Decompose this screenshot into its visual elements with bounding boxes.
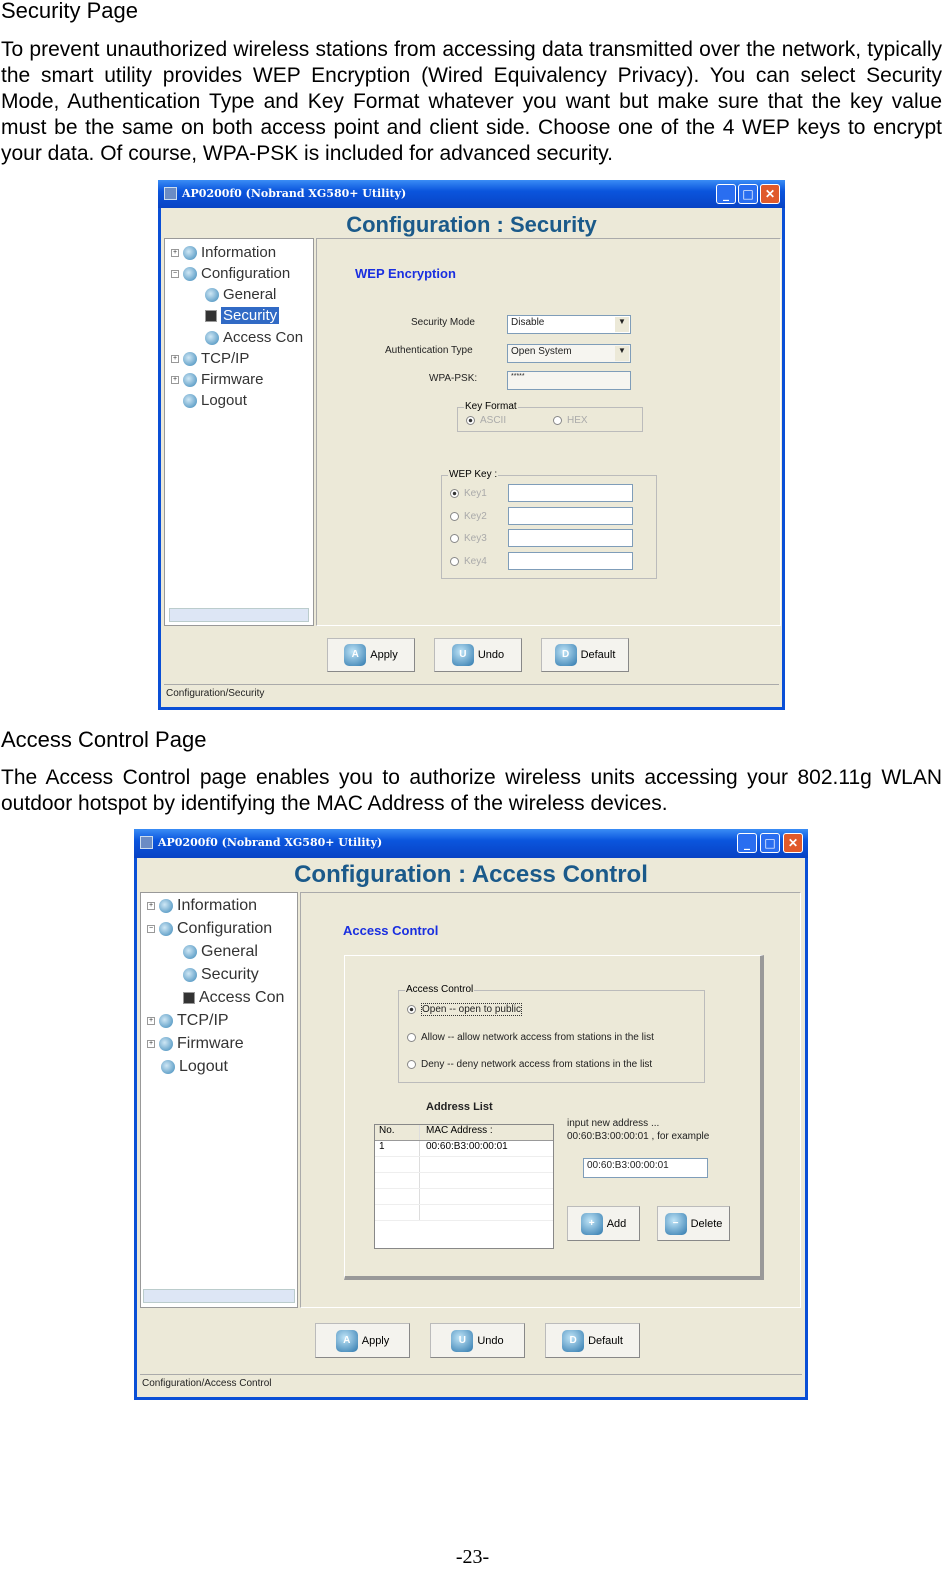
globe-icon <box>183 352 197 366</box>
button-label: Default <box>580 649 616 661</box>
expand-icon[interactable]: + <box>148 902 154 909</box>
undo-button[interactable] <box>430 1323 525 1358</box>
globe-icon <box>183 394 197 408</box>
default-icon: D <box>562 1330 584 1352</box>
table-row <box>375 1173 553 1189</box>
key4-radio[interactable] <box>450 556 487 567</box>
tree-label: Configuration <box>177 920 273 937</box>
tree-item-general[interactable] <box>205 286 276 303</box>
key4-input[interactable] <box>508 552 633 570</box>
button-label: Add <box>606 1217 627 1230</box>
default-button[interactable] <box>541 638 629 672</box>
open-radio[interactable] <box>407 1004 522 1015</box>
key1-radio[interactable] <box>450 488 487 499</box>
wpa-psk-label: WPA-PSK: <box>429 373 478 384</box>
column-header-mac[interactable]: MAC Address : <box>426 1125 493 1136</box>
tree-item-configuration[interactable] <box>171 265 290 282</box>
chevron-down-icon: ▼ <box>615 317 629 332</box>
globe-icon <box>205 331 219 345</box>
access-heading: Access Control Page <box>1 727 207 752</box>
tree-item-information[interactable] <box>147 897 257 915</box>
key1-input[interactable] <box>508 484 633 502</box>
delete-icon: − <box>665 1213 687 1235</box>
content-panel <box>316 238 781 626</box>
table-row <box>375 1157 553 1173</box>
tree-label: TCP/IP <box>177 1012 229 1029</box>
section-title: Access Control <box>343 923 439 938</box>
tree-label: Information <box>177 897 258 914</box>
window-title: AP0200f0 (Nobrand XG580+ Utility) <box>182 187 407 200</box>
allow-radio[interactable] <box>407 1032 654 1043</box>
security-paragraph: To prevent unauthorized wireless stations from accessing data transmitted over the network, typically the smart utility provides WEP Encryption (Wired Equivalency Privacy). You can select Security Mode, Authentication Type and Key Format whatever you want but make sure that the key value must be the same on both access point and client side. Choose one of the 4 WEP keys to encrypt your data. Of course, WPA-PSK is included for advanced security. <box>1 38 942 165</box>
access-control-window <box>134 829 808 1400</box>
group-label: Key Format <box>465 401 517 412</box>
table-row[interactable] <box>375 1141 553 1157</box>
undo-icon: U <box>451 1330 473 1352</box>
app-icon <box>140 836 153 849</box>
apply-icon: A <box>344 644 366 666</box>
security-mode-label: Security Mode <box>411 317 475 328</box>
page-icon <box>183 992 195 1004</box>
button-label: Delete <box>690 1217 723 1230</box>
apply-button[interactable] <box>315 1323 410 1358</box>
undo-icon: U <box>452 644 474 666</box>
tree-label: Firmware <box>177 1035 244 1052</box>
table-header <box>375 1125 553 1141</box>
expand-icon[interactable]: + <box>172 354 178 362</box>
button-label: Apply <box>361 1334 390 1347</box>
title-bar <box>134 829 808 858</box>
radio-label: HEX <box>567 415 588 426</box>
tree-item-access-control[interactable] <box>205 329 303 346</box>
key3-radio[interactable] <box>450 533 487 544</box>
key2-radio[interactable] <box>450 511 487 522</box>
expand-icon[interactable]: + <box>172 375 178 383</box>
content-panel <box>300 892 801 1308</box>
button-label: Undo <box>477 1334 504 1347</box>
collapse-icon[interactable]: − <box>148 925 154 932</box>
new-address-input[interactable]: 00:60:B3:00:00:01 <box>583 1158 708 1178</box>
key3-input[interactable] <box>508 529 633 547</box>
tree-item-logout[interactable] <box>161 1058 228 1076</box>
hint-line1: input new address ... <box>567 1118 660 1129</box>
globe-icon <box>159 1014 173 1028</box>
default-button[interactable] <box>545 1323 640 1358</box>
page-icon <box>205 310 217 322</box>
globe-icon <box>159 899 173 913</box>
nav-tree <box>164 238 314 626</box>
wpa-psk-input[interactable]: ***** <box>507 371 631 390</box>
hint-line2: 00:60:B3:00:00:01 , for example <box>567 1131 710 1142</box>
tree-label: Information <box>201 244 277 261</box>
status-bar: Configuration/Access Control <box>140 1374 802 1392</box>
default-icon: D <box>555 644 577 666</box>
button-label: Undo <box>477 649 505 661</box>
ascii-radio[interactable] <box>466 415 506 426</box>
title-bar <box>158 180 785 208</box>
radio-label: Allow -- allow network access from stations in the list <box>421 1032 654 1043</box>
wep-key-group <box>441 469 657 579</box>
tree-label: Security <box>223 307 278 324</box>
globe-icon <box>183 945 197 959</box>
tree-label: Access Con <box>199 989 285 1006</box>
nav-tree <box>140 892 298 1308</box>
key-format-group <box>457 401 643 432</box>
radio-label: Key1 <box>464 488 487 499</box>
globe-icon <box>159 922 173 936</box>
close-button[interactable]: ✕ <box>760 184 780 204</box>
radio-label: Key2 <box>464 511 487 522</box>
tree-label: Logout <box>201 392 247 409</box>
globe-icon <box>183 246 197 260</box>
auth-type-select[interactable] <box>507 344 631 363</box>
add-button[interactable] <box>567 1206 640 1241</box>
table-row <box>375 1189 553 1205</box>
page-header: Configuration : Security <box>346 212 597 237</box>
add-icon: + <box>581 1213 603 1235</box>
radio-label: ASCII <box>480 415 507 426</box>
hex-radio[interactable] <box>553 415 588 426</box>
tree-item-access-control[interactable] <box>183 989 284 1007</box>
minimize-button[interactable]: _ <box>716 184 736 204</box>
column-header-no[interactable]: No. <box>375 1125 420 1140</box>
globe-icon <box>183 373 197 387</box>
radio-label: Key4 <box>464 556 487 567</box>
select-value: Disable <box>511 317 545 328</box>
tree-label: Access Con <box>223 329 304 346</box>
window-title: AP0200f0 (Nobrand XG580+ Utility) <box>158 836 383 849</box>
horizontal-scrollbar[interactable] <box>143 1289 295 1303</box>
globe-icon <box>159 1037 173 1051</box>
address-table[interactable] <box>374 1124 554 1249</box>
globe-icon <box>205 288 219 302</box>
tree-label: Logout <box>179 1058 228 1075</box>
radio-label: Key3 <box>464 533 487 544</box>
security-window <box>158 180 785 710</box>
auth-type-label: Authentication Type <box>385 345 473 356</box>
tree-item-security[interactable] <box>205 307 279 324</box>
access-paragraph: The Access Control page enables you to authorize wireless units accessing your 802.11g WLAN outdoor hotspot by identifying the MAC Address of the wireless devices. <box>1 766 942 815</box>
security-mode-select[interactable] <box>507 315 631 334</box>
tree-label: Firmware <box>201 371 264 388</box>
group-label: Access Control <box>406 984 474 995</box>
tree-item-tcpip[interactable] <box>147 1012 229 1030</box>
select-value: Open System <box>511 346 572 357</box>
group-label: WEP Key : <box>449 469 498 480</box>
tree-item-logout[interactable] <box>183 392 247 409</box>
address-list-label: Address List <box>426 1101 493 1113</box>
button-label: Default <box>588 1334 623 1347</box>
horizontal-scrollbar[interactable] <box>169 608 309 622</box>
tree-item-configuration[interactable] <box>147 920 272 938</box>
tree-item-firmware[interactable] <box>171 371 264 388</box>
maximize-button[interactable]: □ <box>760 833 780 853</box>
page-number: -23- <box>455 1546 490 1568</box>
tree-item-information[interactable] <box>171 244 276 261</box>
globe-icon <box>183 968 197 982</box>
status-bar: Configuration/Security <box>164 684 779 702</box>
collapse-icon[interactable]: − <box>172 269 178 277</box>
section-title: WEP Encryption <box>355 266 456 281</box>
security-heading: Security Page <box>1 0 138 23</box>
page-header: Configuration : Access Control <box>294 861 648 888</box>
chevron-down-icon: ▼ <box>615 346 629 361</box>
radio-label: Open -- open to public <box>422 1004 521 1015</box>
radio-label: Deny -- deny network access from stations in the list <box>421 1059 653 1070</box>
delete-button[interactable] <box>657 1206 730 1241</box>
app-icon <box>164 187 177 200</box>
tree-label: Security <box>201 966 259 983</box>
tree-item-firmware[interactable] <box>147 1035 244 1053</box>
tree-label: TCP/IP <box>201 350 250 367</box>
tree-item-tcpip[interactable] <box>171 350 249 367</box>
minimize-button[interactable]: _ <box>737 833 757 853</box>
key2-input[interactable] <box>508 507 633 525</box>
cell-mac: 00:60:B3:00:00:01 <box>426 1141 508 1152</box>
cell-no: 1 <box>375 1141 420 1156</box>
undo-button[interactable] <box>434 638 522 672</box>
deny-radio[interactable] <box>407 1059 652 1070</box>
tree-label: General <box>201 943 258 960</box>
tree-item-security[interactable] <box>183 966 259 984</box>
globe-icon <box>161 1060 175 1074</box>
button-label: Apply <box>370 649 398 661</box>
expand-icon[interactable]: + <box>172 248 178 256</box>
tree-label: Configuration <box>201 265 291 282</box>
close-button[interactable]: ✕ <box>783 833 803 853</box>
table-row <box>375 1205 553 1221</box>
access-control-group <box>398 984 705 1083</box>
tree-item-general[interactable] <box>183 943 258 961</box>
expand-icon[interactable]: + <box>148 1017 154 1024</box>
expand-icon[interactable]: + <box>148 1040 154 1047</box>
apply-icon: A <box>336 1330 358 1352</box>
apply-button[interactable] <box>327 638 415 672</box>
maximize-button[interactable]: □ <box>738 184 758 204</box>
tree-label: General <box>223 286 277 303</box>
globe-icon <box>183 267 197 281</box>
access-control-panel <box>344 955 764 1280</box>
